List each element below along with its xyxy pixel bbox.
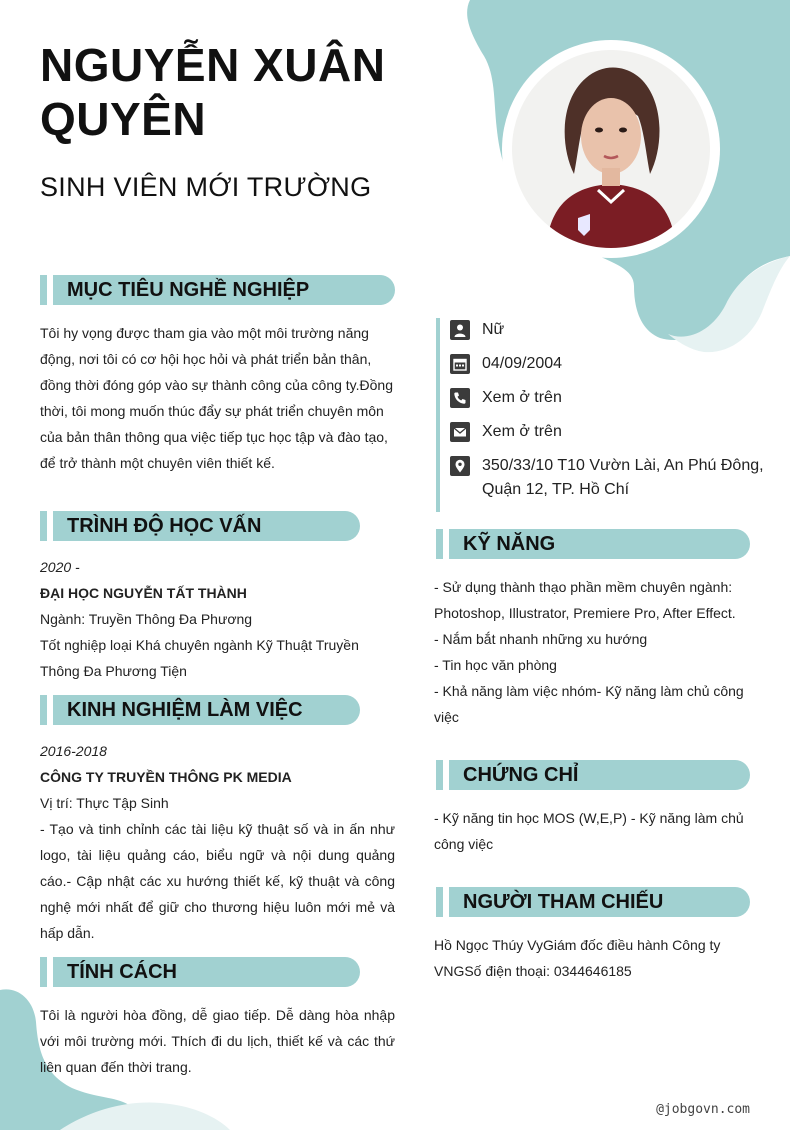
certificates-text: - Kỹ năng tin học MOS (W,E,P) - Kỹ năng làm chủ công việc [434,810,744,852]
location-pin-icon [450,456,470,476]
objective-heading [40,275,395,305]
references-heading-label: NGƯỜI THAM CHIẾU [449,887,750,917]
contact-address [446,454,766,502]
education-school: ĐẠI HỌC NGUYỄN TẤT THÀNH [40,585,247,601]
objective-heading-label: MỤC TIÊU NGHỀ NGHIỆP [53,275,395,305]
skill-item: - Nắm bắt nhanh những xu hướng [434,631,648,647]
experience-heading [40,695,360,725]
contact-email-value: Xem ở trên [482,423,562,440]
experience-description: - Tạo và tinh chỉnh các tài liệu kỹ thuật số và in ấn như logo, tài liệu quảng cáo, biểu ngữ và nội dung quảng cáo.- Cập nhật các xu hướng thiết kế, kỹ thuật và công nghệ mới nhất để giữ cho thương hiệu luôn mới mẻ và hấp dẫn. [40,821,395,941]
personality-heading [40,957,360,987]
phone-icon [450,388,470,408]
experience-company: CÔNG TY TRUYỀN THÔNG PK MEDIA [40,769,292,785]
skill-item: - Khả năng làm việc nhóm- Kỹ năng làm chủ công việc [434,683,744,725]
education-section [40,554,400,684]
skills-heading-label: KỸ NĂNG [449,529,750,559]
person-icon [450,320,470,340]
contact-gender-value: Nữ [482,321,505,338]
email-icon [450,422,470,442]
experience-section [40,738,395,946]
portrait-image [512,50,710,248]
certificates-heading [436,760,750,790]
experience-heading-label: KINH NGHIỆM LÀM VIỆC [53,695,360,725]
education-heading-label: TRÌNH ĐỘ HỌC VẤN [53,511,360,541]
references-text: Hồ Ngọc Thúy VyGiám đốc điều hành Công ty VNGSố điện thoại: 0344646185 [434,937,721,979]
personality-text: Tôi là người hòa đồng, dễ giao tiếp. Dễ dàng hòa nhập với môi trường mới. Thích đi du lịch, thiết kế và các thứ liên quan đến thời trang. [40,1007,395,1075]
contact-birthdate-value: 04/09/2004 [482,355,563,372]
candidate-title: SINH VIÊN MỚI TRƯỜNG [40,172,372,202]
education-year: 2020 - [40,559,80,575]
candidate-name: NGUYỄN XUÂN QUYÊN [40,39,386,145]
references-heading [436,887,750,917]
contact-email [446,420,766,444]
objective-text: Tôi hy vọng được tham gia vào một môi trường năng động, nơi tôi có cơ hội học hỏi và phát triển bản thân, đồng thời đóng góp vào sự thành công của công ty.Đồng thời, tôi mong muốn thúc đẩy sự phát triển chuyên môn của bản thân thông qua việc tiếp tục học tập và đào tạo, để trở thành một chuyên viên thiết kế. [40,325,393,471]
calendar-icon [450,354,470,374]
site-watermark: @jobgovn.com [656,1102,750,1117]
profile-photo [502,40,720,258]
education-heading [40,511,360,541]
contact-phone-value: Xem ở trên [482,389,562,406]
education-major: Ngành: Truyền Thông Đa Phương [40,611,253,627]
education-detail: Tốt nghiệp loại Khá chuyên ngành Kỹ Thuật Truyền Thông Đa Phương Tiện [40,637,359,679]
contact-phone [446,386,766,410]
contact-gender [446,318,766,342]
experience-years: 2016-2018 [40,743,107,759]
personality-heading-label: TÍNH CÁCH [53,957,360,987]
certificates-heading-label: CHỨNG CHỈ [449,760,750,790]
skill-item: - Tin học văn phòng [434,657,557,673]
skill-item: - Sử dụng thành thạo phần mềm chuyên ngành: Photoshop, Illustrator, Premiere Pro, After Effect. [434,579,736,621]
skills-list [434,574,750,730]
skills-heading [436,529,750,559]
contact-address-value: 350/33/10 T10 Vườn Lài, An Phú Đông, Quận 12, TP. Hồ Chí [482,457,764,498]
contact-birthdate [446,352,766,376]
contact-info [436,318,766,512]
experience-position: Vị trí: Thực Tập Sinh [40,795,169,811]
